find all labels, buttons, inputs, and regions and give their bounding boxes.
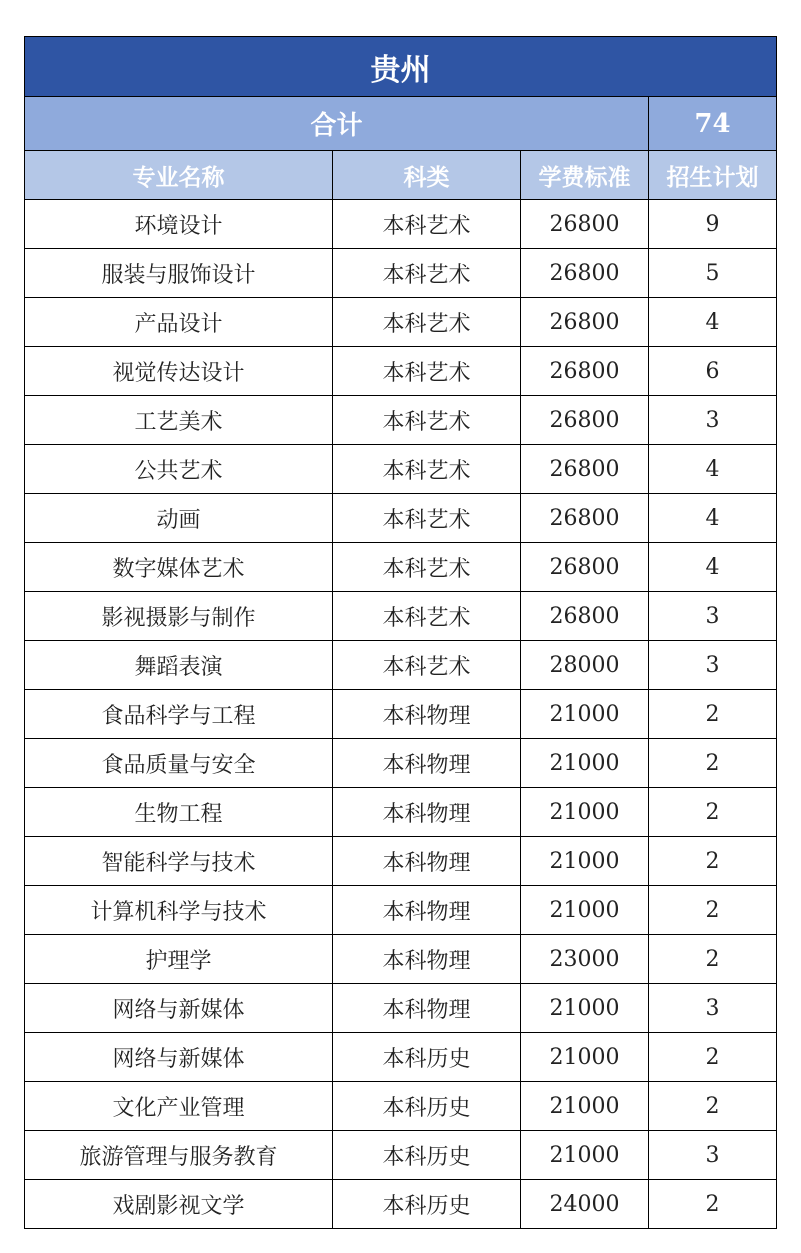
cell-tuition: 26800 [521,396,649,445]
cell-tuition: 21000 [521,1033,649,1082]
table-row [25,788,777,837]
cell-category: 本科艺术 [333,543,521,592]
cell-category: 本科物理 [333,739,521,788]
header-tuition: 学费标准 [521,151,649,200]
table-title: 贵州 [25,37,777,97]
cell-category: 本科历史 [333,1131,521,1180]
cell-plan: 3 [649,1131,777,1180]
cell-tuition: 26800 [521,543,649,592]
cell-major: 数字媒体艺术 [25,543,333,592]
table-row [25,886,777,935]
table-row [25,935,777,984]
table-row [25,494,777,543]
table-row [25,1082,777,1131]
cell-major: 网络与新媒体 [25,1033,333,1082]
cell-tuition: 21000 [521,837,649,886]
cell-plan: 3 [649,641,777,690]
cell-major: 生物工程 [25,788,333,837]
cell-category: 本科历史 [333,1082,521,1131]
cell-major: 动画 [25,494,333,543]
cell-tuition: 21000 [521,984,649,1033]
cell-tuition: 21000 [521,739,649,788]
cell-major: 食品科学与工程 [25,690,333,739]
cell-plan: 4 [649,445,777,494]
cell-tuition: 28000 [521,641,649,690]
cell-tuition: 26800 [521,445,649,494]
cell-major: 计算机科学与技术 [25,886,333,935]
cell-major: 护理学 [25,935,333,984]
table-row [25,641,777,690]
cell-major: 舞蹈表演 [25,641,333,690]
cell-plan: 2 [649,935,777,984]
cell-plan: 3 [649,396,777,445]
cell-plan: 9 [649,200,777,249]
header-category: 科类 [333,151,521,200]
table-row [25,739,777,788]
cell-major: 文化产业管理 [25,1082,333,1131]
cell-major: 食品质量与安全 [25,739,333,788]
cell-major: 环境设计 [25,200,333,249]
table-row [25,837,777,886]
cell-tuition: 26800 [521,347,649,396]
cell-category: 本科艺术 [333,200,521,249]
table-row [25,298,777,347]
enrollment-plan-table [24,36,777,1229]
table-row [25,200,777,249]
cell-category: 本科艺术 [333,592,521,641]
cell-category: 本科艺术 [333,641,521,690]
cell-category: 本科物理 [333,837,521,886]
cell-category: 本科历史 [333,1033,521,1082]
table-row [25,249,777,298]
cell-plan: 3 [649,592,777,641]
cell-tuition: 26800 [521,249,649,298]
cell-category: 本科物理 [333,886,521,935]
cell-tuition: 23000 [521,935,649,984]
cell-plan: 4 [649,298,777,347]
cell-tuition: 21000 [521,690,649,739]
cell-major: 智能科学与技术 [25,837,333,886]
table-row [25,396,777,445]
cell-plan: 4 [649,494,777,543]
cell-major: 服装与服饰设计 [25,249,333,298]
table-row [25,1180,777,1229]
cell-plan: 2 [649,837,777,886]
cell-tuition: 21000 [521,1131,649,1180]
cell-major: 视觉传达设计 [25,347,333,396]
cell-tuition: 21000 [521,788,649,837]
cell-category: 本科艺术 [333,249,521,298]
cell-tuition: 21000 [521,1082,649,1131]
cell-plan: 5 [649,249,777,298]
cell-plan: 2 [649,788,777,837]
cell-plan: 3 [649,984,777,1033]
enrollment-table-container [24,36,776,1229]
table-row [25,592,777,641]
cell-major: 公共艺术 [25,445,333,494]
cell-major: 影视摄影与制作 [25,592,333,641]
table-row [25,543,777,592]
cell-category: 本科艺术 [333,298,521,347]
cell-category: 本科历史 [333,1180,521,1229]
cell-major: 网络与新媒体 [25,984,333,1033]
header-row [25,151,777,200]
table-row [25,984,777,1033]
cell-tuition: 21000 [521,886,649,935]
cell-category: 本科物理 [333,984,521,1033]
cell-plan: 4 [649,543,777,592]
cell-plan: 6 [649,347,777,396]
cell-plan: 2 [649,1180,777,1229]
cell-tuition: 26800 [521,494,649,543]
table-row [25,347,777,396]
cell-major: 产品设计 [25,298,333,347]
header-plan: 招生计划 [649,151,777,200]
cell-plan: 2 [649,739,777,788]
header-major: 专业名称 [25,151,333,200]
cell-category: 本科物理 [333,690,521,739]
cell-major: 戏剧影视文学 [25,1180,333,1229]
cell-tuition: 24000 [521,1180,649,1229]
cell-plan: 2 [649,690,777,739]
cell-plan: 2 [649,886,777,935]
cell-major: 工艺美术 [25,396,333,445]
table-row [25,1033,777,1082]
cell-plan: 2 [649,1033,777,1082]
cell-plan: 2 [649,1082,777,1131]
cell-category: 本科艺术 [333,396,521,445]
total-value: 74 [649,97,777,151]
cell-major: 旅游管理与服务教育 [25,1131,333,1180]
table-row [25,690,777,739]
title-row [25,37,777,97]
table-row [25,445,777,494]
cell-tuition: 26800 [521,200,649,249]
cell-category: 本科艺术 [333,494,521,543]
table-row [25,1131,777,1180]
cell-category: 本科艺术 [333,347,521,396]
cell-category: 本科艺术 [333,445,521,494]
cell-tuition: 26800 [521,298,649,347]
cell-category: 本科物理 [333,935,521,984]
total-row [25,97,777,151]
cell-tuition: 26800 [521,592,649,641]
cell-category: 本科物理 [333,788,521,837]
total-label: 合计 [25,97,649,151]
